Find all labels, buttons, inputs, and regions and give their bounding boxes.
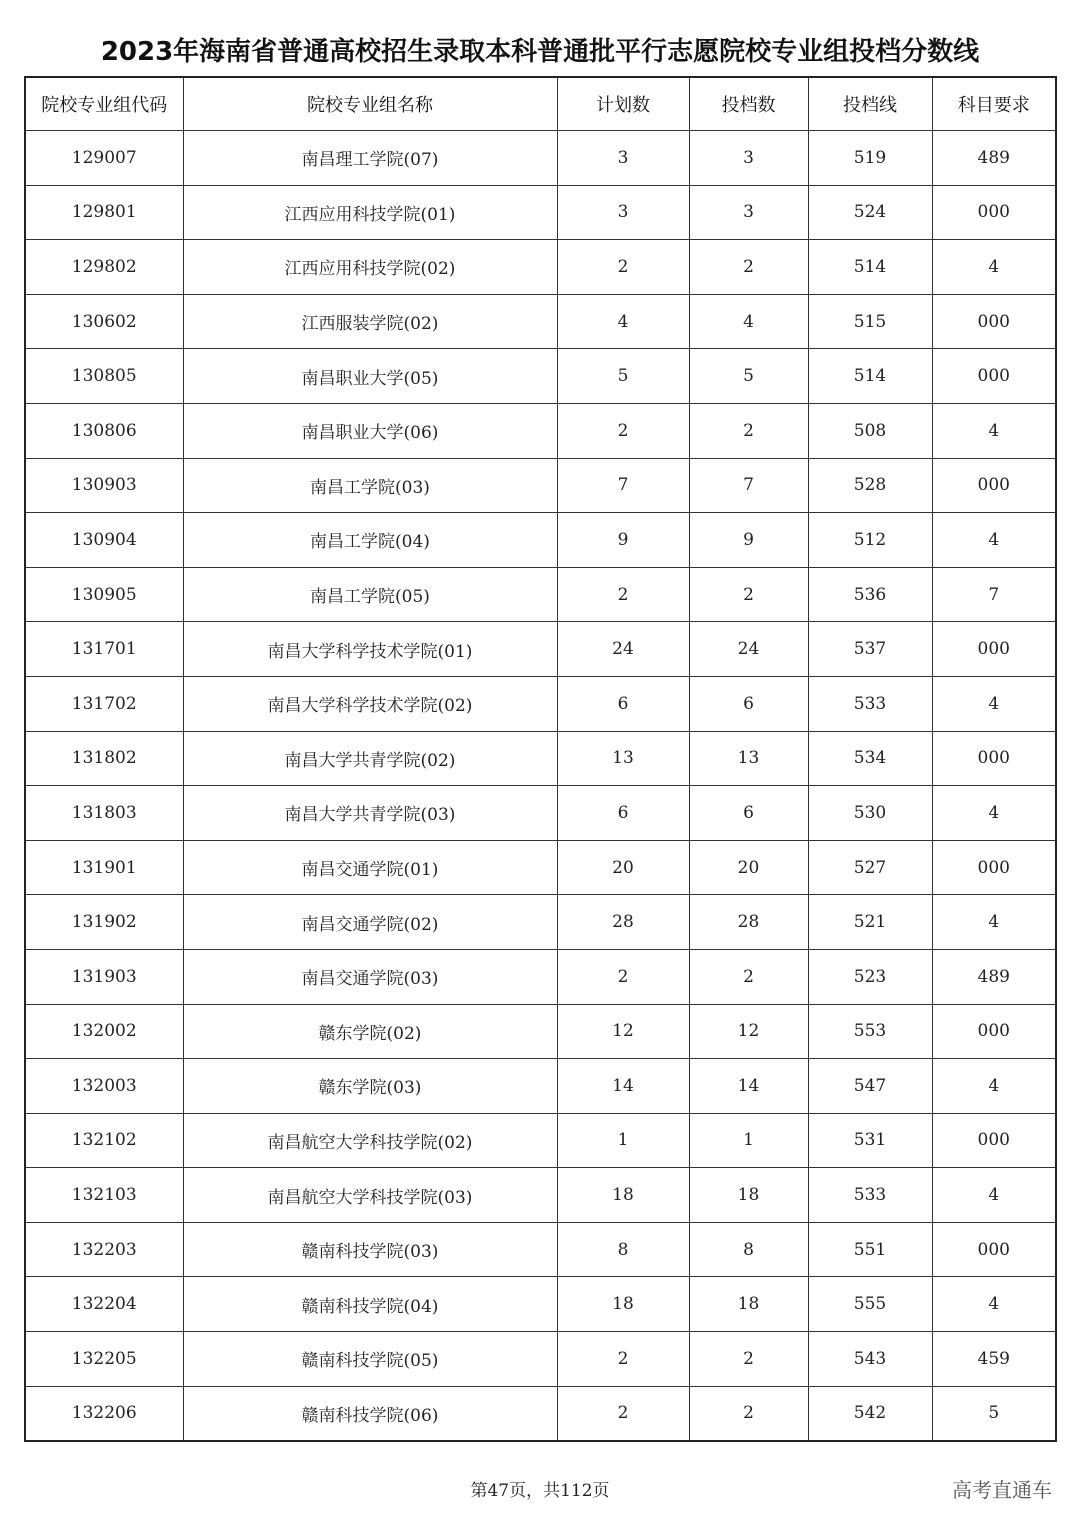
cell-plan: 2 (557, 949, 689, 1004)
cell-plan: 2 (557, 240, 689, 295)
cell-name: 南昌航空大学科技学院(02) (183, 1113, 557, 1168)
cell-admitted: 18 (689, 1277, 808, 1332)
cell-plan: 6 (557, 676, 689, 731)
cell-subject-req: 000 (932, 840, 1056, 895)
cell-score-line: 536 (808, 567, 932, 622)
cell-admitted: 8 (689, 1222, 808, 1277)
column-header-name: 院校专业组名称 (183, 77, 557, 131)
cell-admitted: 3 (689, 131, 808, 186)
cell-plan: 3 (557, 131, 689, 186)
cell-score-line: 534 (808, 731, 932, 786)
cell-plan: 9 (557, 513, 689, 568)
cell-admitted: 24 (689, 622, 808, 677)
cell-name: 南昌职业大学(06) (183, 403, 557, 458)
cell-score-line: 515 (808, 294, 932, 349)
cell-code: 131902 (25, 895, 183, 950)
cell-admitted: 5 (689, 349, 808, 404)
cell-code: 130903 (25, 458, 183, 513)
cell-subject-req: 000 (932, 458, 1056, 513)
table-row (25, 403, 1056, 458)
cell-plan: 12 (557, 1004, 689, 1059)
cell-subject-req: 4 (932, 403, 1056, 458)
cell-name: 南昌大学共青学院(03) (183, 786, 557, 841)
cell-score-line: 543 (808, 1332, 932, 1387)
cell-score-line: 533 (808, 1168, 932, 1223)
cell-score-line: 530 (808, 786, 932, 841)
cell-score-line: 537 (808, 622, 932, 677)
cell-admitted: 2 (689, 1332, 808, 1387)
cell-admitted: 4 (689, 294, 808, 349)
cell-code: 132205 (25, 1332, 183, 1387)
cell-subject-req: 4 (932, 895, 1056, 950)
cell-score-line: 514 (808, 240, 932, 295)
cell-name: 南昌大学科学技术学院(02) (183, 676, 557, 731)
column-header-score-line: 投档线 (808, 77, 932, 131)
cell-admitted: 2 (689, 567, 808, 622)
cell-code: 132003 (25, 1059, 183, 1114)
cell-plan: 1 (557, 1113, 689, 1168)
cell-subject-req: 000 (932, 294, 1056, 349)
cell-admitted: 2 (689, 949, 808, 1004)
cell-subject-req: 4 (932, 1059, 1056, 1114)
table-row (25, 349, 1056, 404)
cell-plan: 13 (557, 731, 689, 786)
table-row (25, 676, 1056, 731)
cell-code: 129801 (25, 185, 183, 240)
cell-subject-req: 4 (932, 1168, 1056, 1223)
table-row (25, 786, 1056, 841)
cell-plan: 2 (557, 403, 689, 458)
table-row (25, 1113, 1056, 1168)
cell-score-line: 551 (808, 1222, 932, 1277)
table-row (25, 294, 1056, 349)
cell-score-line: 533 (808, 676, 932, 731)
cell-subject-req: 7 (932, 567, 1056, 622)
cell-admitted: 13 (689, 731, 808, 786)
cell-plan: 5 (557, 349, 689, 404)
column-header-subject-req: 科目要求 (932, 77, 1056, 131)
cell-code: 131903 (25, 949, 183, 1004)
cell-code: 129802 (25, 240, 183, 295)
table-row (25, 1386, 1056, 1441)
table-row (25, 1332, 1056, 1387)
cell-plan: 28 (557, 895, 689, 950)
cell-name: 赣东学院(02) (183, 1004, 557, 1059)
table-row (25, 458, 1056, 513)
cell-subject-req: 459 (932, 1332, 1056, 1387)
table-row (25, 240, 1056, 295)
cell-code: 131803 (25, 786, 183, 841)
cell-name: 南昌工学院(03) (183, 458, 557, 513)
cell-subject-req: 000 (932, 349, 1056, 404)
cell-plan: 2 (557, 1386, 689, 1441)
table-row (25, 895, 1056, 950)
column-header-code: 院校专业组代码 (25, 77, 183, 131)
cell-plan: 3 (557, 185, 689, 240)
cell-code: 129007 (25, 131, 183, 186)
cell-subject-req: 5 (932, 1386, 1056, 1441)
table-row (25, 949, 1056, 1004)
cell-subject-req: 000 (932, 731, 1056, 786)
cell-admitted: 2 (689, 240, 808, 295)
table-row (25, 840, 1056, 895)
cell-score-line: 547 (808, 1059, 932, 1114)
page-number: 第47页，共112页 (470, 1481, 610, 1501)
cell-code: 131802 (25, 731, 183, 786)
cell-score-line: 508 (808, 403, 932, 458)
cell-subject-req: 000 (932, 1004, 1056, 1059)
table-header-row (25, 77, 1056, 131)
cell-subject-req: 000 (932, 1222, 1056, 1277)
cell-name: 赣东学院(03) (183, 1059, 557, 1114)
table-row (25, 513, 1056, 568)
cell-name: 南昌交通学院(02) (183, 895, 557, 950)
cell-name: 赣南科技学院(04) (183, 1277, 557, 1332)
cell-score-line: 528 (808, 458, 932, 513)
cell-subject-req: 000 (932, 185, 1056, 240)
column-header-admitted: 投档数 (689, 77, 808, 131)
page-title: 2023年海南省普通高校招生录取本科普通批平行志愿院校专业组投档分数线 (100, 37, 980, 67)
table-row (25, 622, 1056, 677)
table-row (25, 731, 1056, 786)
cell-code: 130805 (25, 349, 183, 404)
cell-admitted: 1 (689, 1113, 808, 1168)
cell-score-line: 527 (808, 840, 932, 895)
cell-code: 132103 (25, 1168, 183, 1223)
cell-name: 江西应用科技学院(02) (183, 240, 557, 295)
cell-name: 江西应用科技学院(01) (183, 185, 557, 240)
cell-code: 130806 (25, 403, 183, 458)
cell-plan: 18 (557, 1277, 689, 1332)
cell-name: 南昌职业大学(05) (183, 349, 557, 404)
cell-name: 南昌工学院(05) (183, 567, 557, 622)
cell-score-line: 514 (808, 349, 932, 404)
cell-name: 江西服装学院(02) (183, 294, 557, 349)
cell-admitted: 6 (689, 676, 808, 731)
table-row (25, 185, 1056, 240)
cell-admitted: 20 (689, 840, 808, 895)
score-table (24, 76, 1057, 1442)
cell-plan: 2 (557, 1332, 689, 1387)
cell-name: 赣南科技学院(05) (183, 1332, 557, 1387)
cell-admitted: 3 (689, 185, 808, 240)
cell-score-line: 523 (808, 949, 932, 1004)
watermark-brand: 高考直通车 (952, 1478, 1052, 1502)
cell-score-line: 555 (808, 1277, 932, 1332)
cell-plan: 7 (557, 458, 689, 513)
table-row (25, 1277, 1056, 1332)
cell-plan: 8 (557, 1222, 689, 1277)
cell-score-line: 521 (808, 895, 932, 950)
table-row (25, 1168, 1056, 1223)
cell-name: 南昌大学科学技术学院(01) (183, 622, 557, 677)
cell-admitted: 9 (689, 513, 808, 568)
cell-score-line: 542 (808, 1386, 932, 1441)
cell-name: 南昌工学院(04) (183, 513, 557, 568)
cell-name: 南昌交通学院(01) (183, 840, 557, 895)
cell-admitted: 2 (689, 403, 808, 458)
table-row (25, 567, 1056, 622)
table-row (25, 1059, 1056, 1114)
column-header-plan: 计划数 (557, 77, 689, 131)
cell-plan: 20 (557, 840, 689, 895)
cell-score-line: 512 (808, 513, 932, 568)
cell-code: 130905 (25, 567, 183, 622)
cell-score-line: 531 (808, 1113, 932, 1168)
cell-code: 132102 (25, 1113, 183, 1168)
cell-admitted: 2 (689, 1386, 808, 1441)
cell-code: 132206 (25, 1386, 183, 1441)
cell-subject-req: 489 (932, 131, 1056, 186)
table-row (25, 131, 1056, 186)
cell-admitted: 28 (689, 895, 808, 950)
cell-subject-req: 000 (932, 1113, 1056, 1168)
cell-name: 南昌航空大学科技学院(03) (183, 1168, 557, 1223)
cell-code: 131702 (25, 676, 183, 731)
cell-admitted: 12 (689, 1004, 808, 1059)
cell-name: 南昌理工学院(07) (183, 131, 557, 186)
cell-code: 132204 (25, 1277, 183, 1332)
cell-plan: 24 (557, 622, 689, 677)
cell-name: 南昌大学共青学院(02) (183, 731, 557, 786)
cell-admitted: 18 (689, 1168, 808, 1223)
cell-name: 赣南科技学院(03) (183, 1222, 557, 1277)
cell-plan: 6 (557, 786, 689, 841)
cell-code: 132203 (25, 1222, 183, 1277)
cell-subject-req: 489 (932, 949, 1056, 1004)
cell-name: 赣南科技学院(06) (183, 1386, 557, 1441)
cell-subject-req: 4 (932, 240, 1056, 295)
cell-score-line: 519 (808, 131, 932, 186)
cell-code: 131701 (25, 622, 183, 677)
cell-admitted: 6 (689, 786, 808, 841)
cell-code: 132002 (25, 1004, 183, 1059)
cell-code: 131901 (25, 840, 183, 895)
cell-subject-req: 4 (932, 513, 1056, 568)
cell-subject-req: 4 (932, 676, 1056, 731)
cell-code: 130904 (25, 513, 183, 568)
cell-subject-req: 000 (932, 622, 1056, 677)
table-body (25, 131, 1056, 1442)
cell-score-line: 553 (808, 1004, 932, 1059)
table-row (25, 1004, 1056, 1059)
cell-code: 130602 (25, 294, 183, 349)
cell-subject-req: 4 (932, 786, 1056, 841)
cell-plan: 4 (557, 294, 689, 349)
table-row (25, 1222, 1056, 1277)
cell-subject-req: 4 (932, 1277, 1056, 1332)
cell-admitted: 14 (689, 1059, 808, 1114)
cell-plan: 18 (557, 1168, 689, 1223)
cell-admitted: 7 (689, 458, 808, 513)
cell-plan: 2 (557, 567, 689, 622)
cell-plan: 14 (557, 1059, 689, 1114)
cell-score-line: 524 (808, 185, 932, 240)
cell-name: 南昌交通学院(03) (183, 949, 557, 1004)
